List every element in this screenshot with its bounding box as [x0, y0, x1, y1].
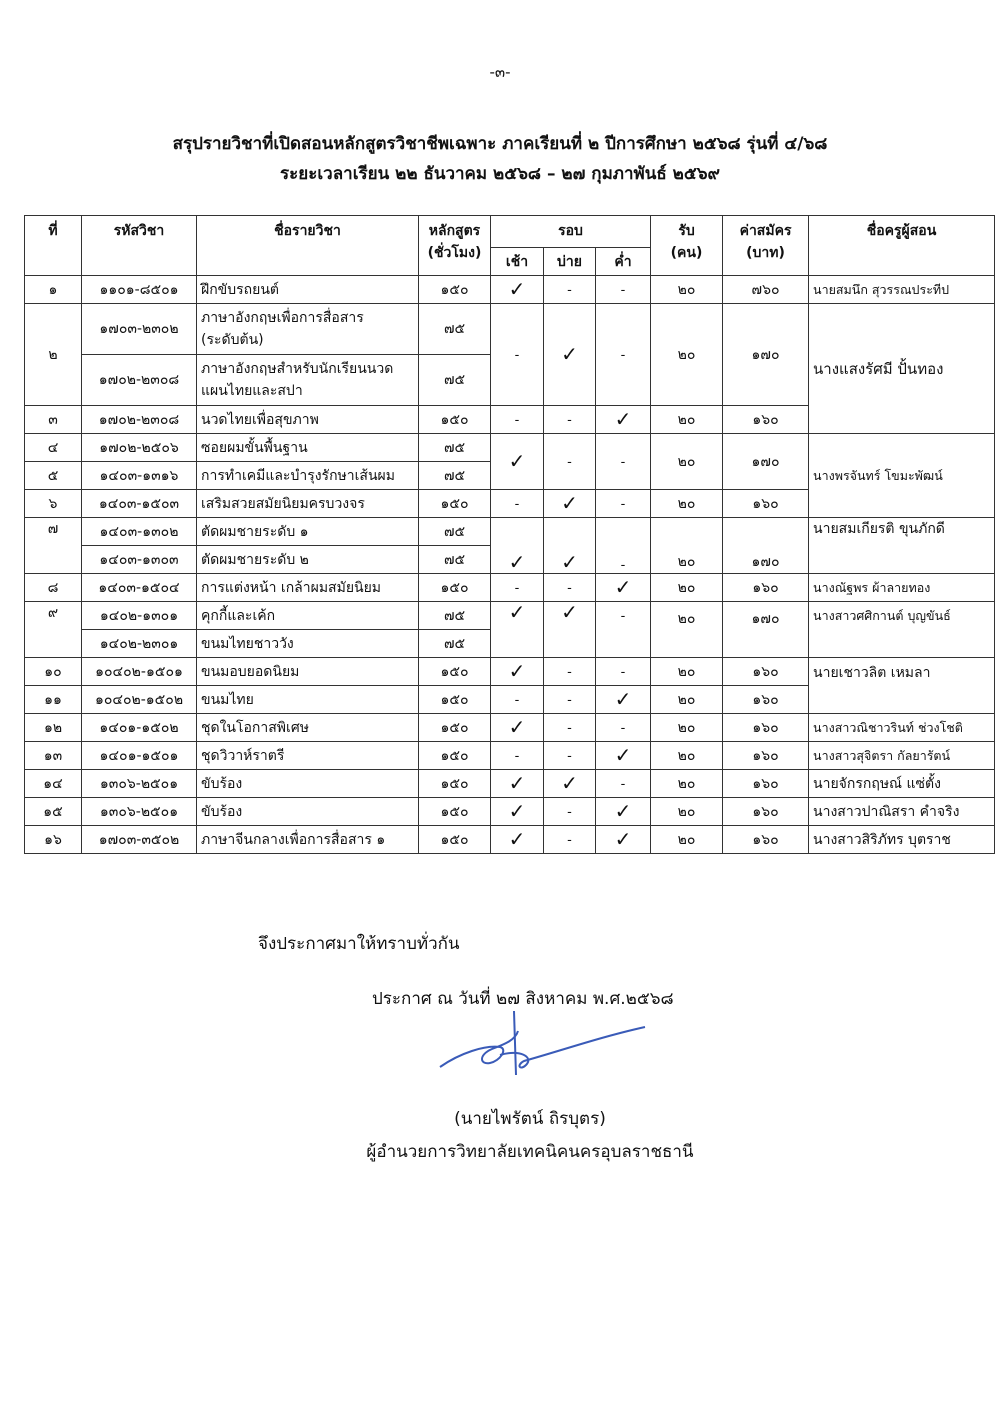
cell-no: ๑๐ [25, 658, 82, 686]
check-mark: ✓ [508, 799, 526, 823]
cell-name: คุกกี้และเค้ก [197, 602, 419, 630]
dash-mark: - [567, 580, 572, 596]
cell-hours: ๑๕๐ [419, 714, 491, 742]
cell-name: ขนมไทยชาววัง [197, 630, 419, 658]
check-mark: ✓ [614, 743, 632, 767]
cell-hours: ๑๕๐ [419, 658, 491, 686]
header-evening: ค่ำ [596, 248, 651, 276]
header-fee [723, 216, 809, 276]
cell-code: ๑๓๐๖-๒๕๐๑ [82, 798, 197, 826]
dash-mark: - [567, 748, 572, 764]
cell-name [197, 304, 419, 355]
check-mark: ✓ [508, 449, 526, 473]
dash-mark: - [514, 748, 520, 764]
header-afternoon: บ่าย [544, 248, 596, 276]
cell-name: ขับร้อง [197, 770, 419, 798]
cell-fee: ๑๖๐ [723, 686, 809, 714]
table-row [25, 770, 995, 798]
cell-fee: ๗๖๐ [723, 276, 809, 304]
page-number: -๓- [489, 63, 511, 81]
table-row [25, 714, 995, 742]
dash-mark: - [514, 347, 520, 363]
cell-no: ๘ [25, 574, 82, 602]
cell-code: ๑๔๐๓-๑๓๐๒ [82, 518, 197, 546]
cell-no: ๑๒ [25, 714, 82, 742]
table-row [25, 304, 995, 355]
cell-teacher: นางพรจันทร์ โขมะพัฒน์ [809, 434, 995, 518]
cell-hours: ๗๕ [419, 304, 491, 355]
cell-teacher: นางสาวสิริภัทร บุตราช [809, 826, 995, 854]
header-capacity [651, 216, 723, 276]
signer-position: ผู้อำนวยการวิทยาลัยเทคนิคนครอุบลราชธานี [366, 1142, 694, 1162]
cell-capacity: ๒๐ [651, 742, 723, 770]
cell-teacher: นายเชาวลิต เหมลา [809, 658, 995, 714]
cell-name: การแต่งหน้า เกล้าผมสมัยนิยม [197, 574, 419, 602]
check-mark: ✓ [561, 342, 578, 366]
cell-hours: ๑๕๐ [419, 574, 491, 602]
cell-code: ๑๔๐๓-๑๕๐๓ [82, 490, 197, 518]
cell-code: ๑๔๐๑-๑๕๐๑ [82, 742, 197, 770]
cell-code: ๑๗๐๓-๒๓๐๒ [82, 304, 197, 355]
table-row [25, 658, 995, 686]
check-mark: ✓ [561, 601, 578, 624]
dash-mark: - [567, 282, 572, 298]
cell-code: ๑๓๐๖-๒๕๐๑ [82, 770, 197, 798]
cell-no: ๗ [25, 518, 82, 574]
check-mark: ✓ [561, 771, 578, 795]
check-mark: ✓ [508, 550, 526, 574]
signature-image [430, 1005, 660, 1085]
dash-mark: - [567, 664, 572, 680]
cell-code: ๑๗๐๒-๒๕๐๖ [82, 434, 197, 462]
header-name: ชื่อรายวิชา [197, 216, 419, 276]
dash-mark: - [620, 609, 626, 624]
announcement-date: ประกาศ ณ วันที่ ๒๗ สิงหาคม พ.ศ.๒๕๖๘ [372, 989, 674, 1009]
cell-code: ๑๔๐๓-๑๓๑๖ [82, 462, 197, 490]
check-mark: ✓ [614, 799, 632, 823]
cell-code: ๑๔๐๓-๑๓๐๓ [82, 546, 197, 574]
table-row [25, 574, 995, 602]
check-mark: ✓ [614, 575, 632, 599]
dash-mark: - [514, 412, 520, 428]
cell-teacher: นายสมเกียรติ ขุนภักดี [809, 518, 995, 574]
cell-hours: ๑๕๐ [419, 770, 491, 798]
table-row [25, 276, 995, 304]
cell-hours: ๑๕๐ [419, 826, 491, 854]
cell-code: ๑๗๐๒-๒๓๐๘ [82, 406, 197, 434]
check-mark: ✓ [508, 659, 526, 683]
cell-capacity: ๒๐ [651, 602, 723, 658]
cell-name-line2: แผนไทยและสปา [201, 383, 303, 399]
cell-fee: ๑๗๐ [723, 518, 809, 574]
cell-hours: ๗๕ [419, 462, 491, 490]
cell-fee: ๑๗๐ [723, 304, 809, 406]
cell-capacity: ๒๐ [651, 826, 723, 854]
cell-name: ชุดในโอกาสพิเศษ [197, 714, 419, 742]
cell-no: ๖ [25, 490, 82, 518]
header-fee-line2: (บาท) [746, 245, 785, 261]
cell-name: การทำเคมีและบำรุงรักษาเส้นผม [197, 462, 419, 490]
cell-fee: ๑๖๐ [723, 742, 809, 770]
cell-fee: ๑๖๐ [723, 574, 809, 602]
cell-no: ๓ [25, 406, 82, 434]
table-row [25, 602, 995, 630]
document-subtitle: ระยะเวลาเรียน ๒๒ ธันวาคม ๒๕๖๘ – ๒๗ กุมภาพันธ์ ๒๕๖๙ [280, 164, 720, 184]
check-mark: ✓ [561, 550, 578, 574]
cell-code: ๑๐๔๐๒-๑๕๐๒ [82, 686, 197, 714]
dash-mark: - [620, 720, 626, 736]
cell-capacity: ๒๐ [651, 518, 723, 574]
dash-mark: - [567, 412, 572, 428]
header-capacity-line1: รับ [678, 223, 695, 239]
table-row [25, 434, 995, 462]
cell-no: ๑๖ [25, 826, 82, 854]
cell-no: ๔ [25, 434, 82, 462]
cell-name: ชุดวิวาห์ราตรี [197, 742, 419, 770]
header-capacity-line2: (คน) [670, 245, 703, 261]
cell-hours: ๑๕๐ [419, 798, 491, 826]
cell-teacher: นายจักรกฤษณ์ แซ่ตั้ง [809, 770, 995, 798]
cell-hours: ๑๕๐ [419, 742, 491, 770]
cell-hours: ๗๕ [419, 546, 491, 574]
header-morning: เช้า [491, 248, 544, 276]
cell-no: ๕ [25, 462, 82, 490]
cell-code: ๑๑๐๑-๘๕๐๑ [82, 276, 197, 304]
signer-name: (นายไพรัตน์ ถิรบุตร) [454, 1109, 606, 1129]
cell-fee: ๑๗๐ [723, 434, 809, 490]
header-no: ที่ [25, 216, 82, 276]
cell-name: ขนมไทย [197, 686, 419, 714]
dash-mark: - [567, 692, 572, 708]
header-hours [419, 216, 491, 276]
cell-name: นวดไทยเพื่อสุขภาพ [197, 406, 419, 434]
table-row [25, 826, 995, 854]
cell-fee: ๑๖๐ [723, 406, 809, 434]
check-mark: ✓ [508, 827, 526, 851]
header-teacher: ชื่อครูผู้สอน [809, 216, 995, 276]
dash-mark: - [620, 496, 626, 512]
cell-code: ๑๔๐๒-๒๓๐๑ [82, 630, 197, 658]
check-mark: ✓ [614, 407, 632, 431]
cell-name-line1: ภาษาอังกฤษสำหรับนักเรียนนวด [201, 361, 394, 377]
header-hours-line2: (ชั่วโมง) [427, 245, 482, 261]
cell-capacity: ๒๐ [651, 276, 723, 304]
cell-no: ๒ [25, 304, 82, 406]
dash-mark: - [514, 496, 520, 512]
header-session: รอบ [491, 216, 651, 248]
header-row [25, 216, 995, 248]
cell-hours: ๗๕ [419, 602, 491, 630]
dash-mark: - [620, 454, 626, 470]
dash-mark: - [514, 692, 520, 708]
cell-teacher: นางสาวณิชาวรินท์ ช่วงโชติ [809, 714, 995, 742]
cell-name-line1: ภาษาอังกฤษเพื่อการสื่อสาร [201, 310, 364, 326]
dash-mark: - [620, 347, 626, 363]
dash-mark: - [567, 454, 572, 470]
check-mark: ✓ [508, 715, 526, 739]
cell-name: เสริมสวยสมัยนิยมครบวงจร [197, 490, 419, 518]
cell-name: ขนมอบยอดนิยม [197, 658, 419, 686]
cell-capacity: ๒๐ [651, 798, 723, 826]
cell-code: ๑๔๐๑-๑๕๐๒ [82, 714, 197, 742]
cell-code: ๑๐๔๐๒-๑๕๐๑ [82, 658, 197, 686]
dash-mark: - [567, 804, 572, 820]
cell-teacher: นางณัฐพร ผ้าลายทอง [809, 574, 995, 602]
header-hours-line1: หลักสูตร [428, 223, 481, 239]
cell-teacher: นางสาวปาณิสรา คำจริง [809, 798, 995, 826]
dash-mark: - [514, 580, 520, 596]
cell-fee: ๑๖๐ [723, 714, 809, 742]
cell-hours: ๑๕๐ [419, 490, 491, 518]
cell-code: ๑๗๐๓-๓๕๐๒ [82, 826, 197, 854]
cell-teacher: นางสาวสุจิตรา กัลยารัตน์ [809, 742, 995, 770]
check-mark: ✓ [614, 827, 632, 851]
cell-hours: ๗๕ [419, 355, 491, 406]
cell-teacher: นางแสงรัศมี ปั้นทอง [809, 304, 995, 434]
cell-name: ภาษาจีนกลางเพื่อการสื่อสาร ๑ [197, 826, 419, 854]
cell-capacity: ๒๐ [651, 714, 723, 742]
cell-name: ตัดผมชายระดับ ๒ [197, 546, 419, 574]
cell-no: ๑๓ [25, 742, 82, 770]
cell-code: ๑๔๐๒-๑๓๐๑ [82, 602, 197, 630]
dash-mark: - [567, 832, 572, 848]
cell-name: ขับร้อง [197, 798, 419, 826]
cell-no: ๑๕ [25, 798, 82, 826]
check-mark: ✓ [508, 771, 526, 795]
cell-no: ๑ [25, 276, 82, 304]
course-schedule-table [24, 215, 995, 854]
cell-no: ๙ [25, 602, 82, 658]
cell-name [197, 355, 419, 406]
check-mark: ✓ [614, 687, 632, 711]
check-mark: ✓ [508, 277, 526, 301]
cell-no: ๑๔ [25, 770, 82, 798]
cell-fee: ๑๖๐ [723, 826, 809, 854]
cell-code: ๑๔๐๓-๑๕๐๔ [82, 574, 197, 602]
cell-fee: ๑๖๐ [723, 490, 809, 518]
table-row [25, 742, 995, 770]
cell-capacity: ๒๐ [651, 406, 723, 434]
cell-capacity: ๒๐ [651, 434, 723, 490]
cell-teacher: นางสาวศศิกานต์ บุญขันธ์ [809, 602, 995, 658]
cell-capacity: ๒๐ [651, 574, 723, 602]
cell-hours: ๑๕๐ [419, 686, 491, 714]
dash-mark: - [567, 720, 572, 736]
cell-fee: ๑๖๐ [723, 798, 809, 826]
cell-fee: ๑๖๐ [723, 658, 809, 686]
cell-name: ตัดผมชายระดับ ๑ [197, 518, 419, 546]
cell-hours: ๗๕ [419, 518, 491, 546]
check-mark: ✓ [508, 601, 526, 624]
cell-name: ซอยผมขั้นพื้นฐาน [197, 434, 419, 462]
dash-mark: - [620, 558, 626, 573]
header-fee-line1: ค่าสมัคร [739, 223, 792, 239]
cell-teacher: นายสมนึก สุวรรณประทีป [809, 276, 995, 304]
dash-mark: - [620, 776, 626, 792]
cell-capacity: ๒๐ [651, 658, 723, 686]
document-title: สรุปรายวิชาที่เปิดสอนหลักสูตรวิชาชีพเฉพาะ ภาคเรียนที่ ๒ ปีการศึกษา ๒๕๖๘ รุ่นที่ ๔/๖๘ [172, 134, 828, 154]
cell-name-line2: (ระดับต้น) [201, 332, 264, 348]
check-mark: ✓ [561, 491, 578, 515]
cell-hours: ๑๕๐ [419, 276, 491, 304]
cell-capacity: ๒๐ [651, 490, 723, 518]
cell-code: ๑๗๐๒-๒๓๐๘ [82, 355, 197, 406]
cell-capacity: ๒๐ [651, 304, 723, 406]
cell-capacity: ๒๐ [651, 686, 723, 714]
cell-fee: ๑๖๐ [723, 770, 809, 798]
dash-mark: - [620, 664, 626, 680]
dash-mark: - [620, 282, 626, 298]
cell-fee: ๑๗๐ [723, 602, 809, 658]
cell-capacity: ๒๐ [651, 770, 723, 798]
cell-name: ฝึกขับรถยนต์ [197, 276, 419, 304]
header-code: รหัสวิชา [82, 216, 197, 276]
cell-hours: ๗๕ [419, 630, 491, 658]
cell-hours: ๑๕๐ [419, 406, 491, 434]
closing-statement: จึงประกาศมาให้ทราบทั่วกัน [258, 934, 460, 954]
table-row [25, 518, 995, 546]
cell-no: ๑๑ [25, 686, 82, 714]
cell-hours: ๗๕ [419, 434, 491, 462]
table-row [25, 798, 995, 826]
